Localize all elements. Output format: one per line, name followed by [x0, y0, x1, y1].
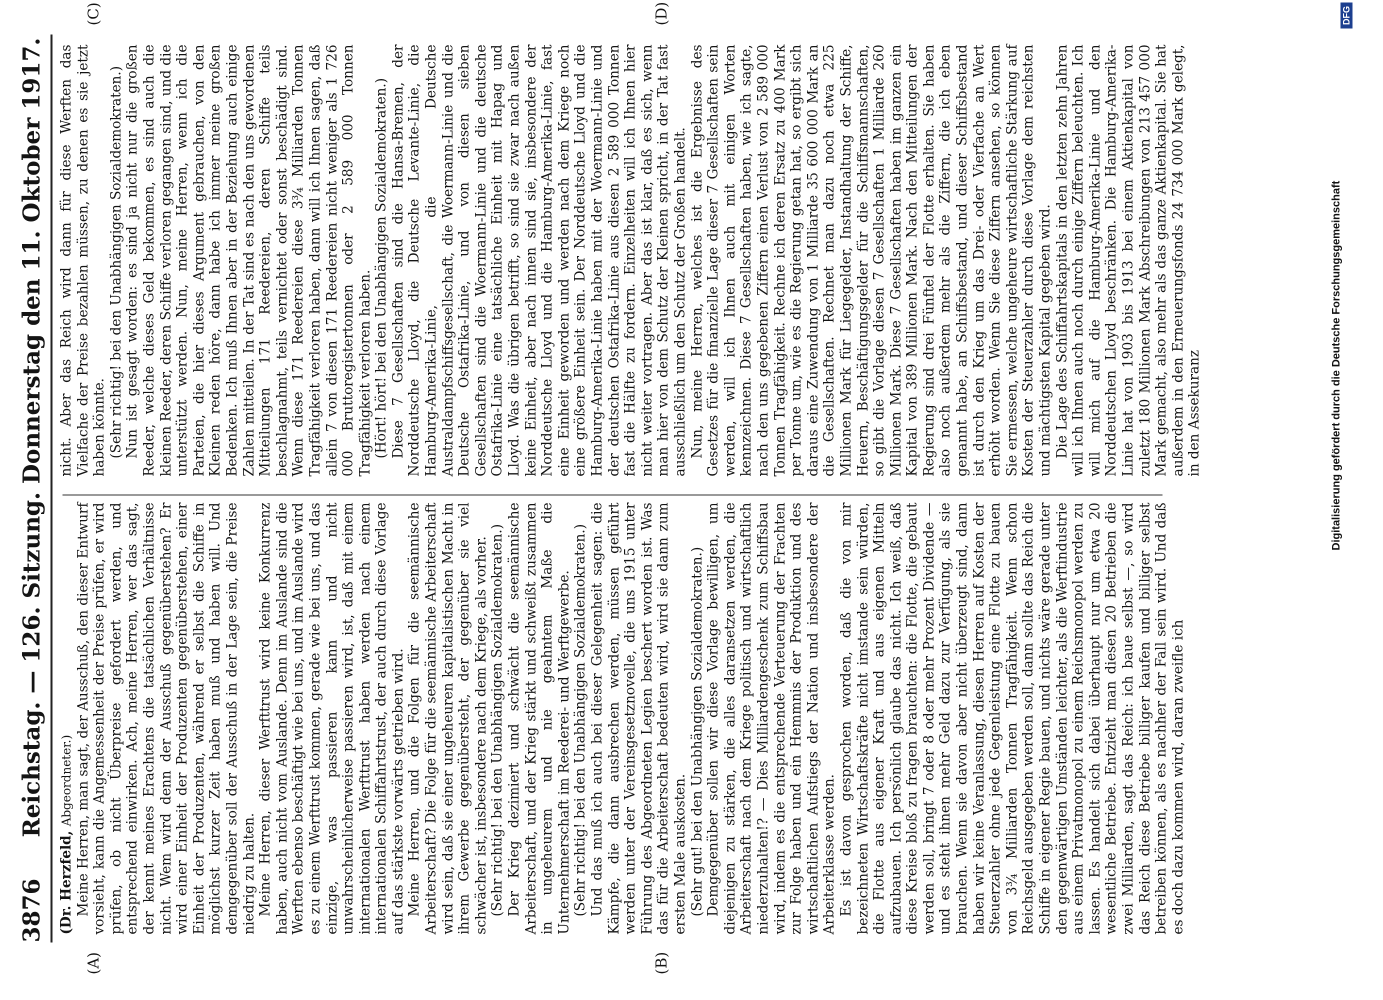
paragraph: Und das muß ich auch bei dieser Gelegenheit sagen: die Kämpfe, die dann ausbrechen werden, müssen geführt werden unter der Vereinsgesetznovelle, die uns 1915 unter Führung des Abgeordneten Legien beschert worden ist. Was das für die Arbeiterschaft bedeuten wird, wird sie dann zum ersten Male auskosten.	[589, 502, 688, 934]
paragraph: Die Lage des Schiffahrtskapitals in den letzten zehn Jahren will ich Ihnen auch noch durch einige Ziffern beleuchten. Ich will mich auf die Hamburg-Amerika-Linie und den Norddeutschen Lloyd beschränken. Die Hamburg-Amerika-Linie hat von 1903 bis 1913 bei einem Aktienkapital von zuletzt 180 Millionen Mark Abschreibungen von 213 457 000 Mark gemacht, also mehr als das ganze Aktienkapital. Sie hat außerdem in den Erneuerungsfonds 24 734 000 Mark gelegt, in den Assekuranz	[1053, 44, 1203, 476]
dfg-logo: DFG	[1340, 2, 1352, 28]
interjection: (Hört! hört! bei den Unabhängigen Sozialdemokraten.)	[373, 77, 390, 458]
speaker-name: (Dr. Herzfeld,	[58, 830, 74, 934]
paragraph: Demgegenüber sollen wir diese Vorlage bewilligen, um diejenigen zu stärken, die alles daransetzen werden, die Arbeiterschaft nach dem Kriege politisch und wirtschaftlich niederzuhalten!? — Dies Milliardengeschenk zum Schiffsbau wird, indem es die entsprechende Verteuerung der Frachten zur Folge haben und ein Hemmnis der Produktion und des wirtschaftlichen Aufstiegs der Nation und insbesondere der Arbeiterklasse werden.	[705, 502, 838, 934]
paragraph: nicht. Aber das Reich wird dann für diese Werften das Vielfache der Preise bezahlen müssen, zu denen es sie jetzt haben könnte.	[58, 44, 108, 476]
column-divider	[62, 494, 1162, 495]
page-title: Reichstag. — 126. Sitzung. Donnerstag den 11. Oktober 1917.	[18, 37, 45, 837]
digitization-note: Digitalisierung gefördert durch die Deutsche Forschungsgemeinschaft	[1330, 180, 1342, 550]
paragraph: Nun ist gesagt worden: es sind ja nicht nur die großen Reeder, welche dieses Geld bekommen, es sind auch die kleinen Reeder, deren Schiffe verloren gegangen sind, und die unterstützt werden. Nun, meine Herren, wenn ich die Parteien, die hier dieses Argument gebrauchen, von den Kleinen reden höre, dann habe ich immer meine großen Bedenken. Ich muß Ihnen aber in der Beziehung auch einige Zahlen mitteilen. In der Tat sind es nach den uns gewordenen Mitteilungen 171 Reedereien, deren Schiffe teils beschlagnahmt, teils vernichtet oder sonst beschädigt sind. Wenn diese 171 Reedereien diese 3¾ Milliarden Tonnen Tragfähigkeit verloren haben, dann will ich Ihnen sagen, daß allein 7 von diesen 171 Reedereien nicht weniger als 1 726 000 Bruttoregistertonnen oder 2 589 000 Tonnen Tragfähigkeit verloren haben.	[124, 44, 373, 476]
paragraph: Nun, meine Herren, welches ist die Ergebnisse des Gesetzes für die finanzielle Lage dieser 7 Gesellschaften sein werden, will ich Ihnen auch mit einigen Worten kennzeichnen. Diese 7 Gesellschaften haben, wie ich sagte, nach den uns gegebenen Ziffern einen Verlust von 2 589 000 Tonnen Tragfähigkeit. Rechne ich deren Ersatz zu 400 Mark per Tonne um, wie es die Regierung getan hat, so ergibt sich daraus eine Zuwendung von 1 Milliarde 35 600 000 Mark an die Gesellschaften. Rechnet man dazu noch etwa 225 Millionen Mark für Liegegelder, Instandhaltung der Schiffe, Heuern, Beschäftigungsgelder für die Schiffsmannschaften, so gibt die Vorlage diesen 7 Gesellschaften 1 Milliarde 260 Millionen Mark. Diese 7 Gesellschaften haben im ganzen ein Kapital von 389 Millionen Mark. Nach den Mitteilungen der Regierung sind drei Fünftel der Flotte erhalten. Sie haben also noch außerdem mehr als die Ziffern, die ich eben genannt habe, an Schiffsbestand, und dieser Schiffsbestand ist durch den Krieg um das Drei- oder Vierfache an Wert erhöht worden. Wenn Sie diese Ziffern ansehen, so können Sie ermessen, welche ungeheure wirtschaftliche Stärkung auf Kosten der Steuerzahler durch diese Vorlage dem reichsten und mächtigsten Kapital gegeben wird.	[688, 44, 1054, 476]
page-header	[18, 37, 52, 942]
margin-mark-b: (B)	[652, 951, 670, 974]
interjection: (Sehr richtig! bei den Unabhängigen Sozialdemokraten.)	[489, 523, 506, 916]
paragraph: Meine Herren, man sagt, der Ausschuß, den dieser Entwurf vorsieht, kann die Angemessenheit der Preise prüfen, er wird prüfen, ob nicht Überpreise gefordert werden, und entsprechend einwirken. Ach, meine Herren, wer das sagt, der kennt meines Erachtens die tatsächlichen Verhältnisse nicht. Wem wird denn der Ausschuß gegenüberstehen? Er wird einer Einheit der Produzenten gegenüberstehen, einer Einheit der Produzenten, während er selbst die Schiffe in möglichst kurzer Zeit haben muß und haben will. Und demgegenüber soll der Ausschuß in der Lage sein, die Preise niedrig zu halten.	[74, 502, 257, 934]
interjection: (Sehr richtig! bei den Unabhängigen Sozialdemokraten.)	[572, 523, 589, 916]
header-rule	[50, 34, 52, 942]
margin-mark-c: (C)	[84, 1, 102, 25]
interjection: (Sehr gut! bei den Unabhängigen Sozialdemokraten.)	[688, 546, 705, 916]
left-column	[58, 502, 1186, 934]
paragraph: Der Krieg dezimiert und schwächt die seemännische Arbeiterschaft, und der Krieg stärkt und schweißt zusammen in ungeheurem und nie geahntem Maße die Unternehmerschaft im Reederei- und Werftgewerbe.	[506, 502, 572, 934]
speaker-line	[58, 502, 75, 934]
page-number: 3876	[18, 877, 45, 942]
speaker-role: Abgeordneter.)	[59, 734, 73, 826]
margin-mark-d: (D)	[652, 1, 670, 25]
margin-mark-a: (A)	[84, 951, 102, 974]
paragraph: Es ist davon gesprochen worden, daß die von mir bezeichneten Wirtschaftskräfte nicht imstande sein würden, die Flotte aus eigener Kraft und aus eigenen Mitteln aufzubauen. Ich persönlich glaube das nicht. Ich weiß, daß diese Kreise bloß zu fragen brauchten: die Flotte, die gebaut werden soll, bringt 7 oder 8 oder mehr Prozent Dividende — und es steht ihnen mehr Geld dazu zur Verfügung, als sie brauchen. Wenn sie davon aber nicht überzeugt sind, dann haben wir keine Veranlassung, diesen Herren auf Kosten der Steuerzahler ohne jede Gegenleistung eine Flotte zu bauen von 3¾ Milliarden Tonnen Tragfähigkeit. Wenn schon Reichsgeld ausgegeben werden soll, dann sollte das Reich die Schiffe in eigener Regie bauen, und nichts wäre gerade unter den gegenwärtigen Umständen leichter, als die Werftindustrie aus einem Privatmonopol zu einem Reichsmonopol werden zu lassen. Es handelt sich dabei überhaupt nur um etwa 20 wesentliche Betriebe. Entzieht man diesen 20 Betrieben die zwei Milliarden, sagt das Reich: ich baue selbst —, so wird das Reich diese Betriebe billiger kaufen und billiger selbst betreiben können, als es nachher der Fall sein wird. Und daß es doch dazu kommen wird, daran zweifle ich	[837, 502, 1186, 934]
paragraph: Meine Herren, dieser Werfttrust wird keine Konkurrenz haben, auch nicht vom Auslande. Denn im Auslande sind die Werften ebenso beschäftigt wie bei uns, und im Auslande wird es zu einem Werfttrust kommen, gerade wie bei uns, und das einzige, was passieren kann und nicht unwahrscheinlicherweise passieren wird, ist, daß mit einem internationalen Werfttrust haben werden nach einem internationalen Schiffahrtstrust, der auch durch diese Vorlage auf das stärkste vorwärts getrieben wird.	[257, 502, 406, 934]
right-column	[58, 44, 1203, 476]
paragraph: Diese 7 Gesellschaften sind die Hansa-Bremen, der Norddeutsche Lloyd, die Deutsche Levante-Linie, die Hamburg-Amerika-Linie, die Deutsche Australdampfschiffsgesellschaft, die Woermann-Linie und die Deutsche Ostafrika-Linie, und von diesen sieben Gesellschaften sind die Woermann-Linie und die deutsche Ostafrika-Linie eine tatsächliche Einheit mit Hapag und Lloyd. Was die übrigen betrifft, so sind sie zwar nach außen keine Einheit, aber nach innen sind sie, insbesondere der Norddeutsche Lloyd und die Hamburg-Amerika-Linie, fast eine Einheit geworden und werden nach dem Kriege noch eine größere Einheit sein. Der Norddeutsche Lloyd und die Hamburg-Amerika-Linie haben mit der Woermann-Linie und der deutschen Ostafrika-Linie aus diesen 2 589 000 Tonnen fast die Hälfte zu fordern. Einzelheiten will ich Ihnen hier nicht weiter vortragen. Aber das ist klar, daß es sich, wenn man hier von dem Schutz der Kleinen spricht, in der Tat fast ausschließlich um den Schutz der Großen handelt.	[389, 44, 688, 476]
interjection: (Sehr richtig! bei den Unabhängigen Sozialdemokraten.)	[107, 65, 124, 458]
paragraph: Meine Herren, und die Folgen für die seemännische Arbeiterschaft? Die Folge für die seemännische Arbeiterschaft wird sein, daß sie einer ungeheuren kapitalistischen Macht in ihrem Gewerbe gegenübersteht, der gegenüber sie viel schwächer ist, insbesondere nach dem Kriege, als vorher.	[406, 502, 489, 934]
